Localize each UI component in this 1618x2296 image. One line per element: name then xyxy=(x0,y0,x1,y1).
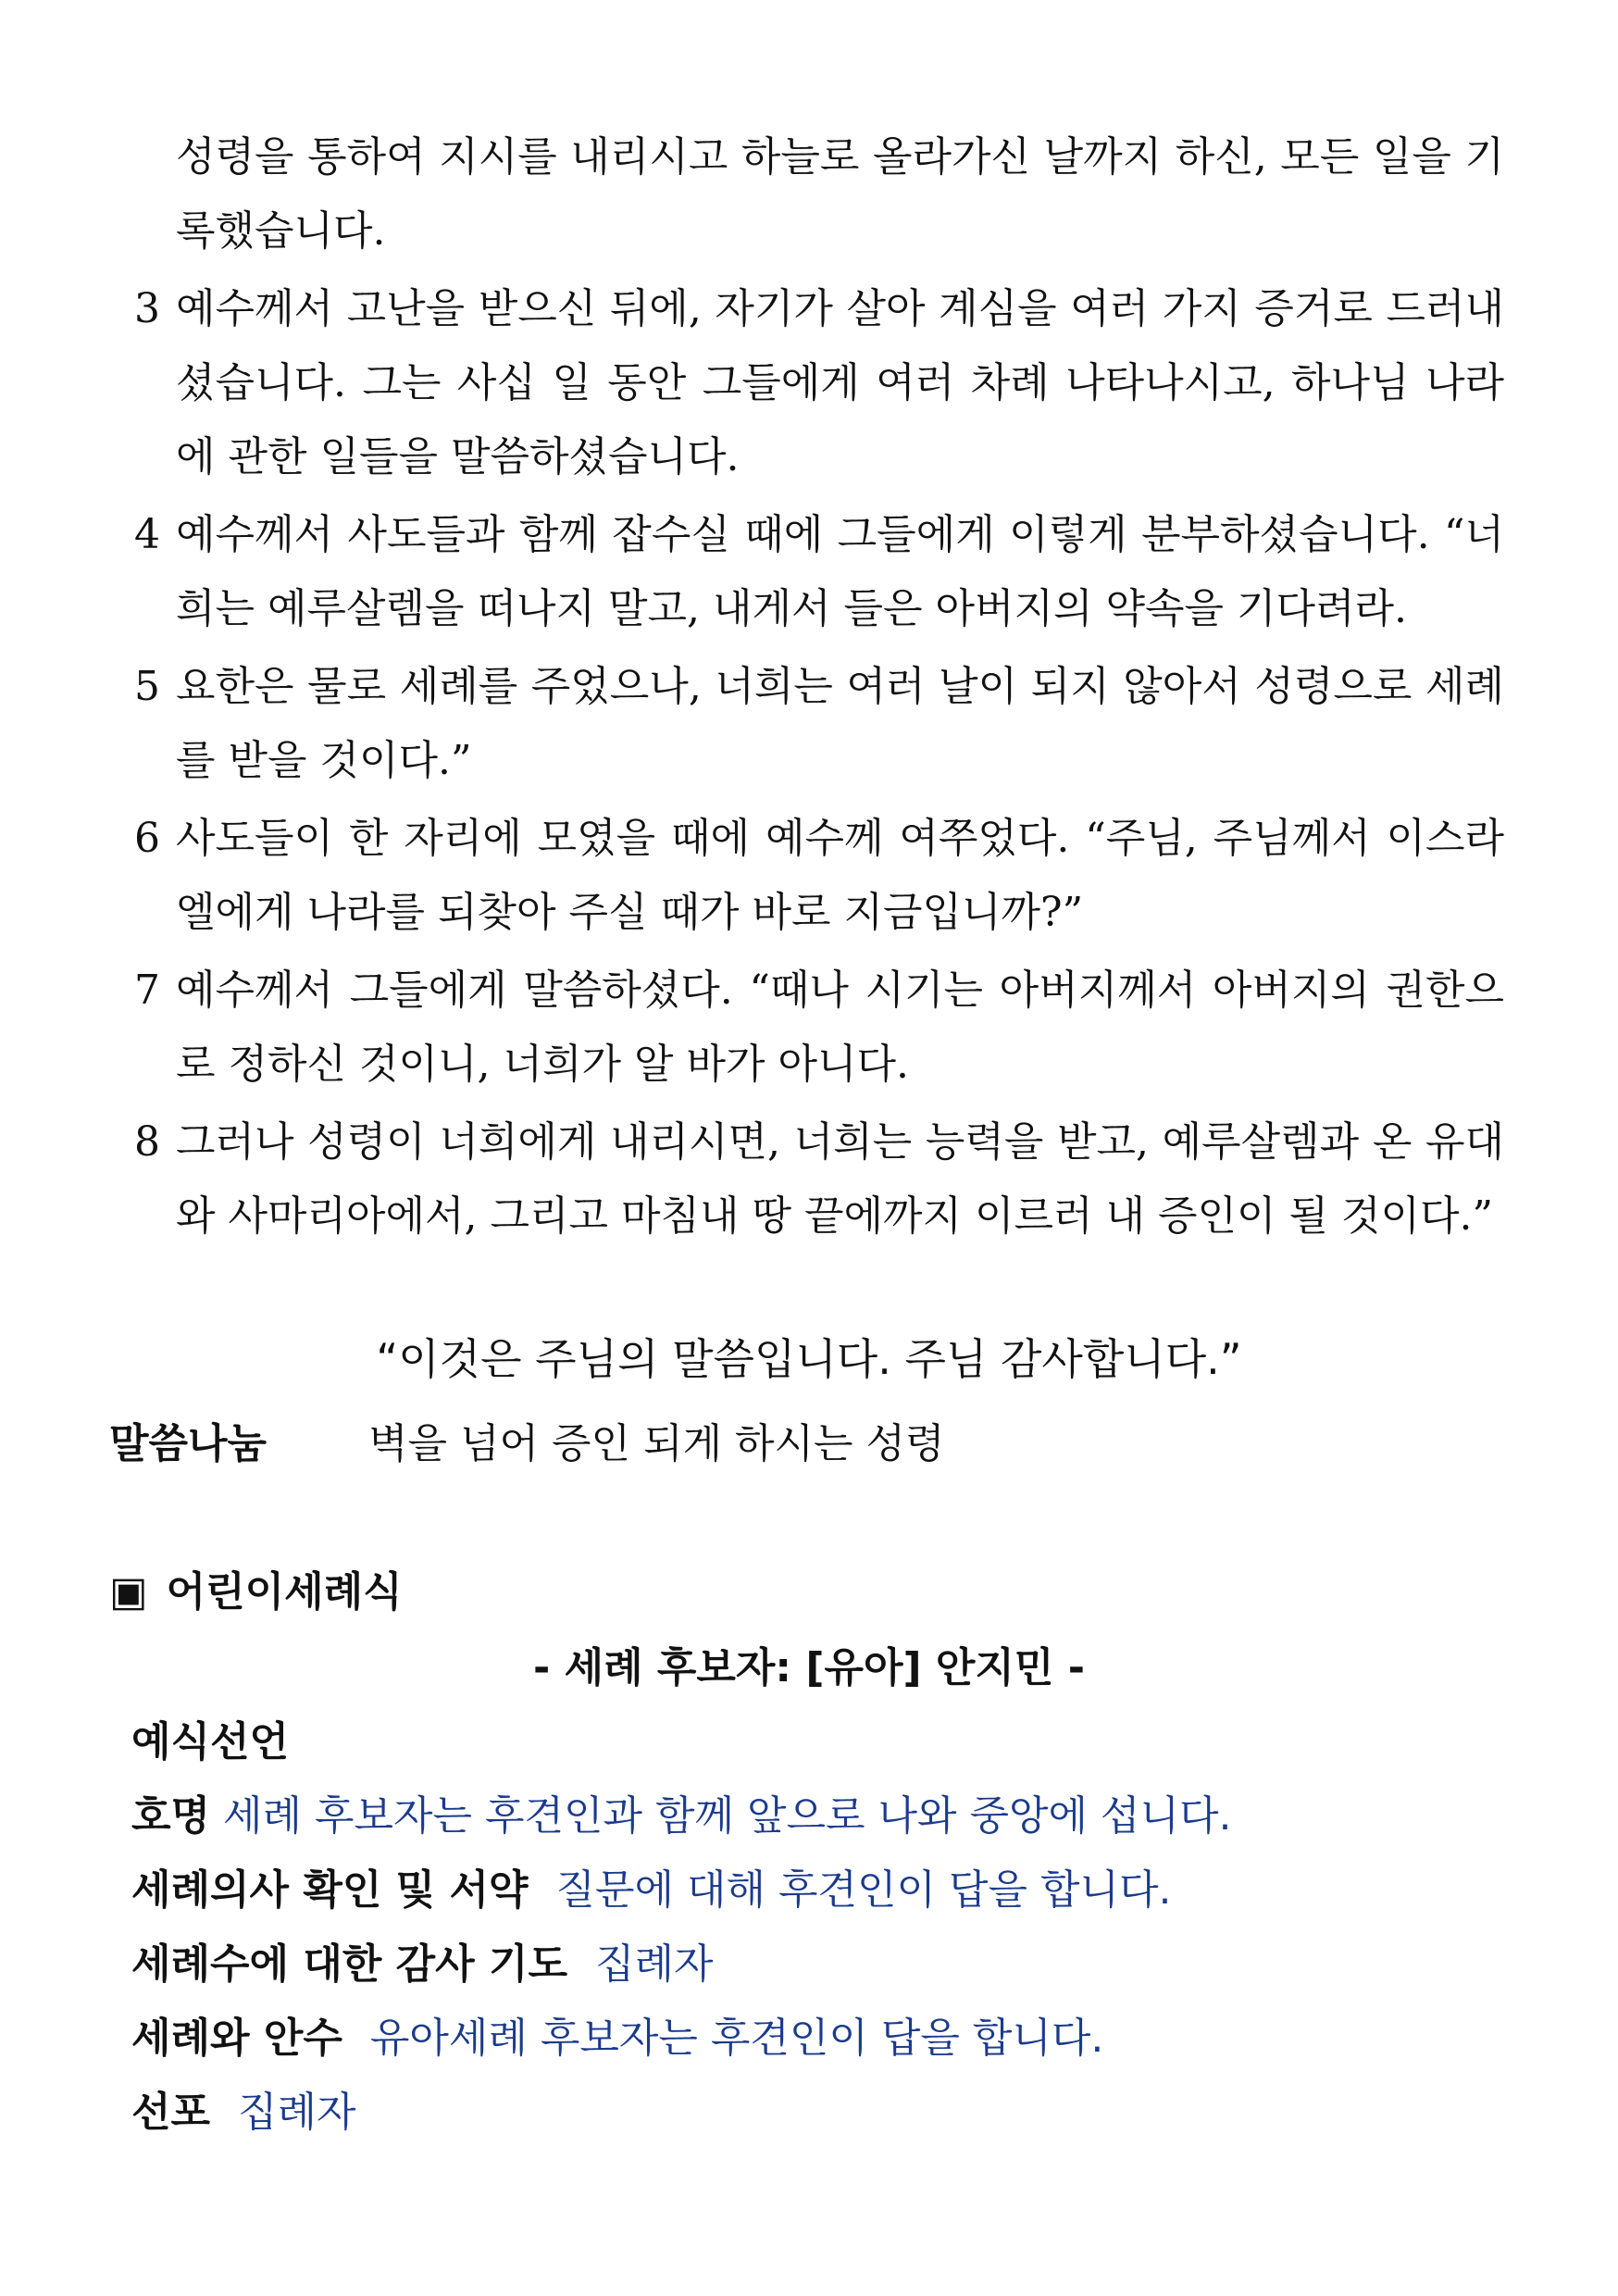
verse-continuation xyxy=(134,120,1504,268)
verse-text: 그러나 성령이 너희에게 내리시면, 너희는 능력을 받고, 예루살렘과 온 유대와 사마리아에서, 그리고 마침내 땅 끝에까지 이르러 내 증인이 될 것이다.” xyxy=(176,1118,1504,1240)
section-title: 어린이세례식 xyxy=(166,1568,403,1616)
rite-description: 유아세례 후보자는 후견인이 답을 합니다. xyxy=(369,2015,1104,2062)
verse-6 xyxy=(134,802,1504,950)
rite-item xyxy=(131,1937,714,1992)
rite-label: 세례와 안수 xyxy=(131,2015,342,2062)
verse-number: 5 xyxy=(134,663,160,710)
verse-number: 3 xyxy=(134,285,160,332)
square-bullet-icon: ▣ xyxy=(109,1568,148,1616)
verse-number: 4 xyxy=(134,511,160,558)
sermon-line xyxy=(109,1416,944,1472)
verse-8 xyxy=(134,1105,1504,1254)
rite-item xyxy=(131,1715,289,1770)
rite-label: 호명 xyxy=(131,1792,211,1840)
verse-7 xyxy=(134,954,1504,1102)
closing-response: “이것은 주님의 말씀입니다. 주님 감사합니다.” xyxy=(376,1334,1242,1384)
verse-number: 7 xyxy=(134,967,160,1014)
verse-text: 사도들이 한 자리에 모였을 때에 예수께 여쭈었다. “주님, 주님께서 이스라엘에게 나라를 되찾아 주실 때가 바로 지금입니까?” xyxy=(176,815,1504,936)
verse-4 xyxy=(134,498,1504,646)
verse-number: 8 xyxy=(134,1118,160,1166)
verse-text: 요한은 물로 세례를 주었으나, 너희는 여러 날이 되지 않아서 성령으로 세례를 받을 것이다.” xyxy=(176,663,1504,784)
sermon-title: 벽을 넘어 증인 되게 하시는 성령 xyxy=(368,1420,945,1467)
rite-description: 집례자 xyxy=(595,1940,714,1988)
rite-label: 선포 xyxy=(131,2089,211,2136)
verse-text: 예수께서 사도들과 함께 잡수실 때에 그들에게 이렇게 분부하셨습니다. “너희는 예루살렘을 떠나지 말고, 내게서 들은 아버지의 약속을 기다려라. xyxy=(176,511,1504,632)
rite-item xyxy=(131,1863,1172,1918)
rite-label: 세례수에 대한 감사 기도 xyxy=(131,1940,567,1988)
rite-description: 질문에 대해 후견인이 답을 합니다. xyxy=(555,1866,1172,1914)
rite-label: 세례의사 확인 및 서약 xyxy=(131,1866,529,1914)
candidate-line: - 세례 후보자: [유아] 안지민 - xyxy=(533,1644,1085,1691)
rite-item xyxy=(131,1789,1232,1844)
verse-text: 성령을 통하여 지시를 내리시고 하늘로 올라가신 날까지 하신, 모든 일을 기록했습니다. xyxy=(176,133,1504,255)
section-heading xyxy=(109,1565,403,1620)
verse-text: 예수께서 그들에게 말씀하셨다. “때나 시기는 아버지께서 아버지의 권한으로 정하신 것이니, 너희가 알 바가 아니다. xyxy=(176,967,1504,1088)
scripture-passage xyxy=(134,120,1504,1254)
verse-3 xyxy=(134,272,1504,494)
verse-number: 6 xyxy=(134,815,160,862)
rite-item xyxy=(131,2011,1103,2066)
rite-description: 집례자 xyxy=(238,2089,356,2136)
verse-5 xyxy=(134,650,1504,798)
rite-label: 예식선언 xyxy=(131,1718,290,1766)
verse-text: 예수께서 고난을 받으신 뒤에, 자기가 살아 계심을 여러 가지 증거로 드러내셨습니다. 그는 사십 일 동안 그들에게 여러 차례 나타나시고, 하나님 나라에 관한 일들을 말씀하셨습니다. xyxy=(176,285,1504,480)
rite-item xyxy=(131,2085,356,2140)
rite-description: 세례 후보자는 후견인과 함께 앞으로 나와 중앙에 섭니다. xyxy=(223,1792,1232,1840)
sermon-label: 말씀나눔 xyxy=(109,1420,268,1467)
